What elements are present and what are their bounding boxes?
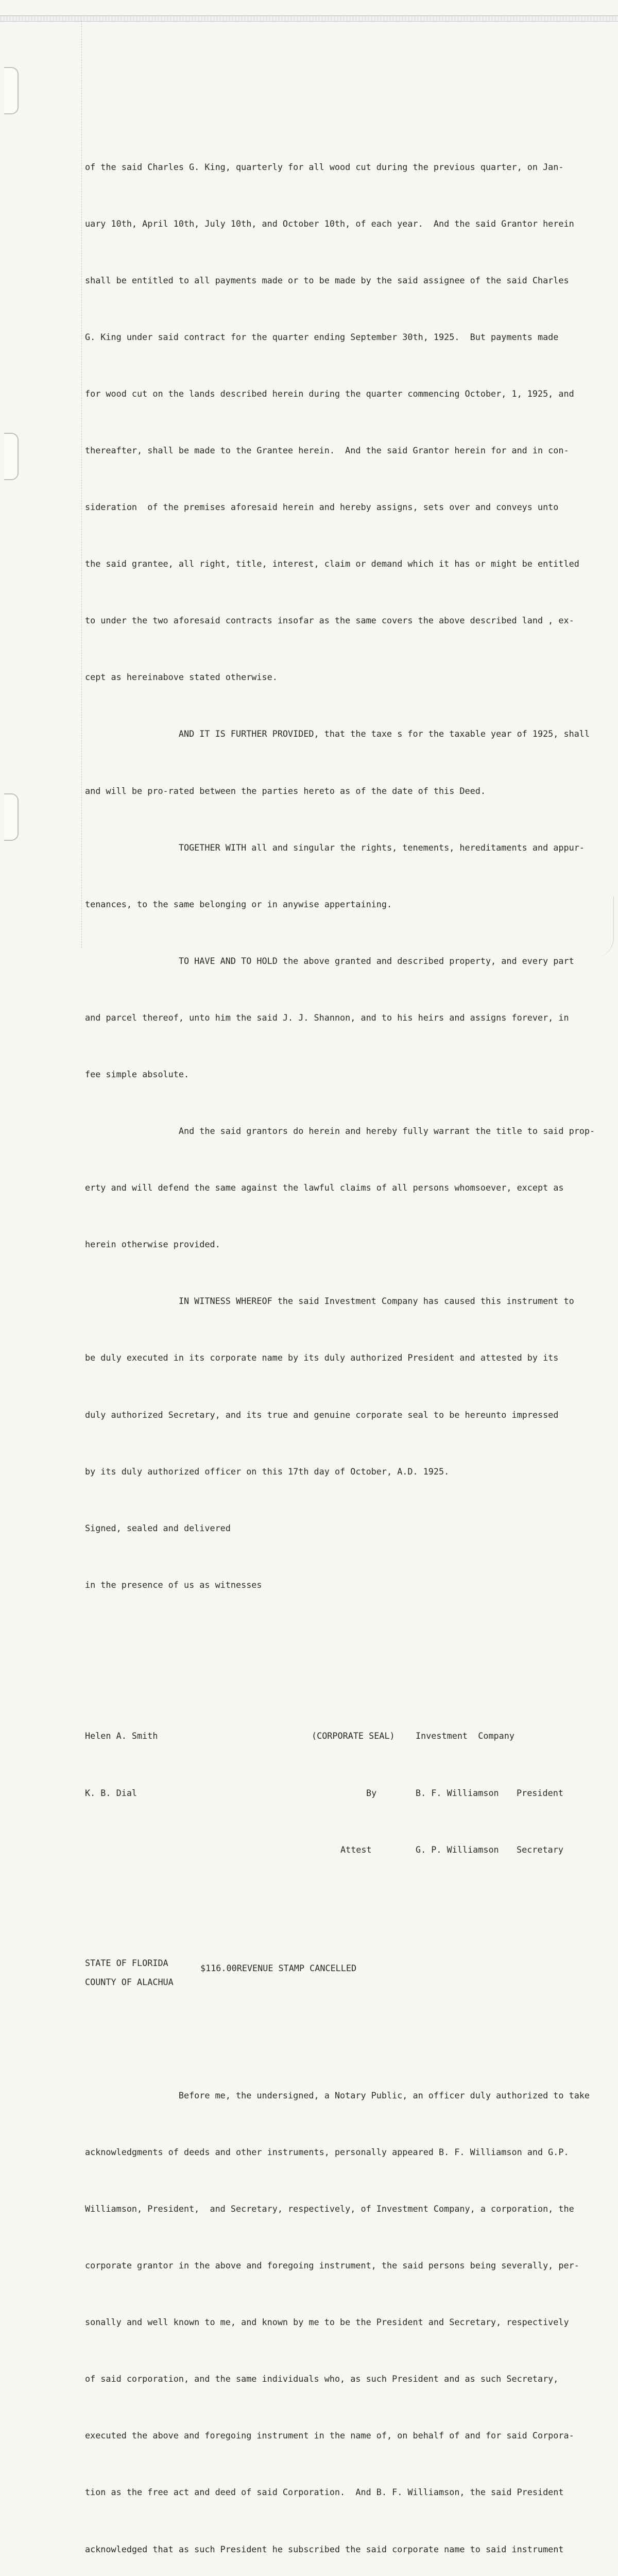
text-line: cept as hereinabove stated otherwise. <box>85 672 278 683</box>
text-line: And the said grantors do herein and hereby fully warrant the title to said prop- <box>85 1126 595 1137</box>
text-line: sonally and well known to me, and known by me to be the President and Secretary, respectively <box>85 2317 569 2328</box>
text-line: Before me, the undersigned, a Notary Public, an officer duly authorized to take <box>85 2090 590 2100</box>
secretary-title: Secretary <box>517 1844 563 1855</box>
binder-hole-middle <box>4 433 19 480</box>
text-line: for wood cut on the lands described herein during the quarter commencing October, 1, 1925, and <box>85 388 574 399</box>
text-line: executed the above and foregoing instrument in the name of, on behalf of and for said Corpora- <box>85 2430 574 2441</box>
deed-body-text <box>85 120 600 1632</box>
venue-county: COUNTY OF ALACHUA <box>85 1976 174 1987</box>
text-line: sideration of the premises aforesaid herein and hereby assigns, sets over and conveys unto <box>85 502 559 513</box>
text-line: to under the two aforesaid contracts insofar as the same covers the above described land , ex- <box>85 615 574 626</box>
witness-name-1: Helen A. Smith <box>85 1731 158 1741</box>
text-line: TO HAVE AND TO HOLD the above granted and described property, and every part <box>85 955 574 966</box>
text-line: acknowledged that as such President he subscribed the said corporate name to said instrument <box>85 2544 564 2554</box>
text-line: AND IT IS FURTHER PROVIDED, that the taxe s for the taxable year of 1925, shall <box>85 728 590 739</box>
by-label: By <box>366 1787 377 1798</box>
binder-hole-bottom <box>4 793 19 841</box>
acknowledgment-text <box>85 2048 600 2576</box>
top-ruled-edge <box>0 15 618 22</box>
president-title: President <box>517 1787 563 1798</box>
text-line: Williamson, President, and Secretary, respectively, of Investment Company, a corporation, the <box>85 2203 574 2214</box>
text-line: Signed, sealed and delivered <box>85 1522 231 1533</box>
president-name: B. F. Williamson <box>416 1787 499 1798</box>
signature-block <box>85 1689 600 1897</box>
text-line: corporate grantor in the above and foregoing instrument, the said persons being severally, per- <box>85 2260 579 2271</box>
text-line: herein otherwise provided. <box>85 1239 220 1250</box>
text-line: TOGETHER WITH all and singular the rights, tenements, hereditaments and appur- <box>85 842 585 853</box>
text-line: tion as the free act and deed of said Corporation. And B. F. Williamson, the said President <box>85 2487 564 2498</box>
text-line: uary 10th, April 10th, July 10th, and October 10th, of each year. And the said Grantor herein <box>85 218 574 229</box>
text-line: erty and will defend the same against the lawful claims of all persons whomsoever, except as <box>85 1182 564 1193</box>
binder-hole-top <box>4 67 19 114</box>
text-line: G. King under said contract for the quarter ending September 30th, 1925. But payments made <box>85 331 559 342</box>
signature-row-2 <box>85 1784 600 1803</box>
secretary-name: G. P. Williamson <box>416 1844 499 1855</box>
text-line: duly authorized Secretary, and its true and genuine corporate seal to be hereunto impressed <box>85 1409 559 1420</box>
venue-block <box>85 1954 600 1991</box>
text-line: acknowledgments of deeds and other instruments, personally appeared B. F. Williamson and G.P. <box>85 2146 569 2157</box>
attest-label: Attest <box>340 1844 372 1855</box>
company-name: Investment Company <box>416 1731 514 1741</box>
text-line: fee simple absolute. <box>85 1069 190 1080</box>
signature-row-1 <box>85 1726 600 1745</box>
text-line: by its duly authorized officer on this 17th day of October, A.D. 1925. <box>85 1466 450 1477</box>
text-line: and parcel thereof, unto him the said J. J. Shannon, and to his heirs and assigns forever, in <box>85 1012 569 1023</box>
text-line: in the presence of us as witnesses <box>85 1579 262 1590</box>
text-line: IN WITNESS WHEREOF the said Investment Company has caused this instrument to <box>85 1296 574 1307</box>
text-line: of the said Charles G. King, quarterly for all wood cut during the previous quarter, on Jan- <box>85 161 564 172</box>
venue-state: STATE OF FLORIDA <box>85 1957 168 1968</box>
signature-row-3 <box>85 1840 600 1859</box>
text-line: of said corporation, and the same individuals who, as such President and as such Secretary, <box>85 2374 559 2384</box>
text-line: and will be pro-rated between the parties hereto as of the date of this Deed. <box>85 785 486 796</box>
text-line: tenances, to the same belonging or in anywise appertaining. <box>85 899 392 909</box>
text-line: the said grantee, all right, title, interest, claim or demand which it has or might be entitled <box>85 558 579 569</box>
deed-page <box>85 63 600 2576</box>
text-line: thereafter, shall be made to the Grantee herein. And the said Grantor herein for and in con- <box>85 445 569 455</box>
left-margin-line <box>81 21 82 948</box>
revenue-stamp-note: $116.00REVENUE STAMP CANCELLED <box>200 1962 357 1973</box>
corporate-seal-label: (CORPORATE SEAL) <box>312 1731 395 1741</box>
witness-name-2: K. B. Dial <box>85 1787 138 1798</box>
text-line: be duly executed in its corporate name by its duly authorized President and attested by its <box>85 1352 559 1363</box>
text-line: shall be entitled to all payments made or to be made by the said assignee of the said Charles <box>85 275 569 285</box>
